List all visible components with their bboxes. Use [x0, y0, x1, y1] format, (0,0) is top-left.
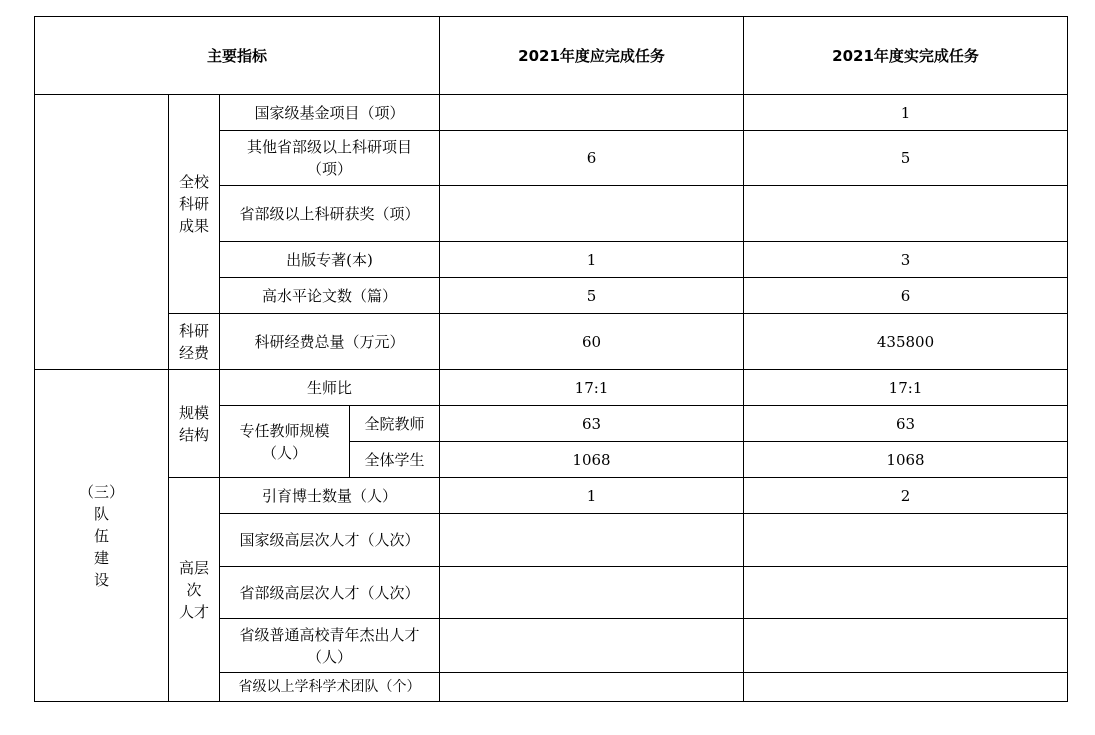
planned-value: [440, 95, 744, 131]
row-label: 科研经费总量（万元）: [220, 314, 440, 370]
table-row: [35, 370, 1068, 406]
research-funding-label: 科研 经费: [169, 314, 220, 370]
team-building-label: （三） 队 伍 建 设: [35, 370, 169, 702]
planned-value: [440, 186, 744, 242]
actual-value: 6: [744, 278, 1068, 314]
indicators-table: [34, 16, 1068, 702]
planned-value: 1: [440, 478, 744, 514]
actual-value: [744, 673, 1068, 702]
row-label: 省部级以上科研获奖（项）: [220, 186, 440, 242]
planned-value: [440, 567, 744, 619]
actual-value: 2: [744, 478, 1068, 514]
table-row: [35, 95, 1068, 131]
planned-value: [440, 619, 744, 673]
actual-value: [744, 619, 1068, 673]
research-group-cell: [35, 95, 169, 370]
row-label: 国家级基金项目（项）: [220, 95, 440, 131]
row-label: 省级普通高校青年杰出人才 （人）: [220, 619, 440, 673]
table-row: [35, 314, 1068, 370]
actual-value: 1068: [744, 442, 1068, 478]
row-label: 全院教师: [350, 406, 440, 442]
actual-value: [744, 514, 1068, 567]
actual-value: 435800: [744, 314, 1068, 370]
planned-value: 60: [440, 314, 744, 370]
actual-value: 1: [744, 95, 1068, 131]
actual-value: 63: [744, 406, 1068, 442]
header-planned-tasks: 2021年度应完成任务: [440, 17, 744, 95]
planned-value: 5: [440, 278, 744, 314]
row-label: 其他省部级以上科研项目 （项）: [220, 131, 440, 186]
row-label: 引育博士数量（人）: [220, 478, 440, 514]
planned-value: [440, 673, 744, 702]
row-label: 出版专著(本): [220, 242, 440, 278]
actual-value: [744, 186, 1068, 242]
planned-value: 17:1: [440, 370, 744, 406]
actual-value: 3: [744, 242, 1068, 278]
table-row: [35, 478, 1068, 514]
actual-value: 5: [744, 131, 1068, 186]
row-label: 生师比: [220, 370, 440, 406]
actual-value: 17:1: [744, 370, 1068, 406]
header-main-indicator: 主要指标: [35, 17, 440, 95]
teacher-scale-label: 专任教师规模 （人）: [220, 406, 350, 478]
scale-structure-label: 规模 结构: [169, 370, 220, 478]
planned-value: 63: [440, 406, 744, 442]
actual-value: [744, 567, 1068, 619]
planned-value: [440, 514, 744, 567]
planned-value: 1068: [440, 442, 744, 478]
planned-value: 6: [440, 131, 744, 186]
table-header-row: [35, 17, 1068, 95]
header-actual-tasks: 2021年度实完成任务: [744, 17, 1068, 95]
high-level-talent-label: 高层 次 人才: [169, 478, 220, 702]
row-label: 省部级高层次人才（人次）: [220, 567, 440, 619]
row-label: 全体学生: [350, 442, 440, 478]
planned-value: 1: [440, 242, 744, 278]
row-label: 国家级高层次人才（人次）: [220, 514, 440, 567]
research-achievements-label: 全校 科研 成果: [169, 95, 220, 314]
row-label: 高水平论文数（篇）: [220, 278, 440, 314]
row-label: 省级以上学科学术团队（个）: [220, 673, 440, 702]
